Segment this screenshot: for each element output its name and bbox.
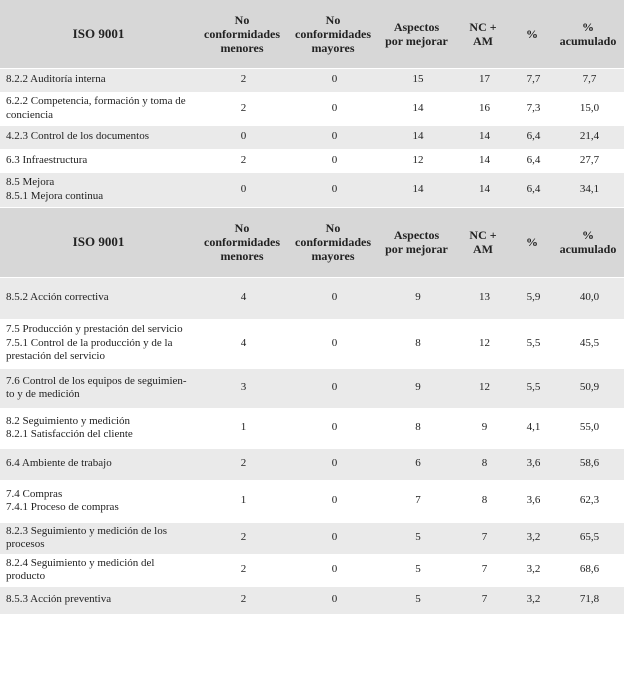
cell-percent: 5,5 (512, 368, 552, 408)
cell-minor-nc: 0 (197, 172, 287, 207)
cell-percent: 3,2 (512, 554, 552, 586)
cell-nc-am: 8 (454, 448, 512, 480)
cell-percent: 4,1 (512, 408, 552, 448)
cell-improvement: 9 (379, 368, 454, 408)
cell-nc-am: 7 (454, 586, 512, 614)
header-major-nc: No conformidades mayores (287, 207, 379, 277)
header-cumulative: % acumulado (552, 0, 624, 68)
clause-line: prestación del servicio (6, 350, 105, 363)
header-minor-nc: No conformidades menores (197, 207, 287, 277)
cell-cumulative: 34,1 (552, 172, 624, 207)
table-row (0, 68, 624, 92)
cell-improvement: 8 (379, 408, 454, 448)
cell-improvement: 15 (379, 68, 454, 92)
clause-line: 6.3 Infraestructura (6, 153, 88, 166)
cell-percent: 5,5 (512, 319, 552, 368)
cell-cumulative: 62,3 (552, 480, 624, 522)
cell-improvement: 5 (379, 522, 454, 554)
cell-minor-nc: 1 (197, 408, 287, 448)
cell-percent: 3,2 (512, 586, 552, 614)
clause-line: procesos (6, 538, 45, 550)
cell-minor-nc: 2 (197, 554, 287, 586)
cell-major-nc: 0 (287, 125, 379, 149)
cell-percent: 3,6 (512, 448, 552, 480)
cell-minor-nc: 1 (197, 480, 287, 522)
cell-clause (0, 277, 197, 319)
cell-improvement: 7 (379, 480, 454, 522)
cell-minor-nc: 2 (197, 522, 287, 554)
cell-cumulative: 71,8 (552, 586, 624, 614)
cell-cumulative: 58,6 (552, 448, 624, 480)
clause-line: producto (6, 570, 46, 582)
cell-major-nc: 0 (287, 586, 379, 614)
header-improvement: Aspectos por mejorar (379, 207, 454, 277)
header-iso: ISO 9001 (0, 207, 197, 277)
clause-line: 6.2.2 Competencia, formación y toma de (6, 95, 186, 107)
header-cumulative: % acumulado (552, 207, 624, 277)
header-percent: % (512, 0, 552, 68)
table-header-row-repeat (0, 207, 624, 277)
clause-line: 8.2.4 Seguimiento y medición del (6, 556, 155, 569)
cell-improvement: 12 (379, 149, 454, 172)
cell-minor-nc: 3 (197, 368, 287, 408)
cell-major-nc: 0 (287, 480, 379, 522)
cell-major-nc: 0 (287, 149, 379, 172)
cell-nc-am: 14 (454, 149, 512, 172)
cell-clause (0, 448, 197, 480)
clause-line: 4.2.3 Control de los documentos (6, 130, 149, 143)
cell-improvement: 8 (379, 319, 454, 368)
cell-major-nc: 0 (287, 448, 379, 480)
cell-cumulative: 7,7 (552, 68, 624, 92)
cell-cumulative: 21,4 (552, 125, 624, 149)
cell-clause (0, 319, 197, 368)
header-nc-am: NC + AM (454, 0, 512, 68)
cell-major-nc: 0 (287, 68, 379, 92)
table-row (0, 480, 624, 522)
clause-line: 7.5 Producción y prestación del servicio (6, 323, 183, 336)
table-row (0, 408, 624, 448)
cell-nc-am: 17 (454, 68, 512, 92)
cell-minor-nc: 4 (197, 277, 287, 319)
clause-line: 8.2.2 Auditoría interna (6, 73, 106, 86)
clause-line: 8.5 Mejora (6, 176, 55, 188)
clause-line: 8.2 Seguimiento y medición (6, 414, 131, 427)
cell-nc-am: 13 (454, 277, 512, 319)
cell-clause (0, 172, 197, 207)
cell-nc-am: 9 (454, 408, 512, 448)
cell-cumulative: 40,0 (552, 277, 624, 319)
cell-percent: 3,2 (512, 522, 552, 554)
cell-improvement: 14 (379, 172, 454, 207)
clause-line: 7.5.1 Control de la producción y de la (6, 336, 173, 349)
cell-improvement: 5 (379, 554, 454, 586)
cell-improvement: 5 (379, 586, 454, 614)
cell-cumulative: 65,5 (552, 522, 624, 554)
cell-percent: 7,7 (512, 68, 552, 92)
cell-clause (0, 125, 197, 149)
cell-nc-am: 7 (454, 554, 512, 586)
cell-nc-am: 12 (454, 319, 512, 368)
cell-clause (0, 92, 197, 125)
cell-major-nc: 0 (287, 92, 379, 125)
clause-line: to y de medición (6, 388, 80, 400)
cell-cumulative: 15,0 (552, 92, 624, 125)
cell-nc-am: 7 (454, 522, 512, 554)
cell-clause (0, 554, 197, 586)
cell-cumulative: 27,7 (552, 149, 624, 172)
cell-nc-am: 16 (454, 92, 512, 125)
cell-clause (0, 408, 197, 448)
cell-percent: 6,4 (512, 125, 552, 149)
clause-line: 7.6 Control de los equipos de seguimien- (6, 374, 187, 387)
cell-major-nc: 0 (287, 172, 379, 207)
table-row (0, 92, 624, 125)
cell-major-nc: 0 (287, 408, 379, 448)
header-nc-am: NC + AM (454, 207, 512, 277)
header-major-nc: No conformidades mayores (287, 0, 379, 68)
clause-line: conciencia (6, 108, 54, 121)
table-row (0, 149, 624, 172)
cell-major-nc: 0 (287, 554, 379, 586)
clause-line: 8.2.3 Seguimiento y medición de los (6, 524, 168, 537)
cell-minor-nc: 4 (197, 319, 287, 368)
table-row (0, 586, 624, 614)
table-row (0, 172, 624, 207)
cell-cumulative: 45,5 (552, 319, 624, 368)
cell-percent: 5,9 (512, 277, 552, 319)
cell-nc-am: 14 (454, 172, 512, 207)
cell-improvement: 14 (379, 125, 454, 149)
cell-minor-nc: 2 (197, 448, 287, 480)
cell-major-nc: 0 (287, 277, 379, 319)
header-percent: % (512, 207, 552, 277)
table-row (0, 368, 624, 408)
table-row (0, 448, 624, 480)
clause-line: 8.5.2 Acción correctiva (6, 291, 109, 304)
cell-nc-am: 8 (454, 480, 512, 522)
cell-cumulative: 55,0 (552, 408, 624, 448)
cell-clause (0, 586, 197, 614)
cell-minor-nc: 2 (197, 92, 287, 125)
cell-cumulative: 68,6 (552, 554, 624, 586)
cell-nc-am: 14 (454, 125, 512, 149)
cell-improvement: 9 (379, 277, 454, 319)
cell-major-nc: 0 (287, 368, 379, 408)
clause-line: 8.5.3 Acción preventiva (6, 593, 112, 606)
clause-line: 7.4.1 Proceso de compras (6, 501, 119, 513)
cell-clause (0, 522, 197, 554)
cell-major-nc: 0 (287, 319, 379, 368)
cell-nc-am: 12 (454, 368, 512, 408)
cell-percent: 3,6 (512, 480, 552, 522)
cell-clause (0, 149, 197, 172)
cell-minor-nc: 0 (197, 125, 287, 149)
cell-percent: 6,4 (512, 149, 552, 172)
cell-major-nc: 0 (287, 522, 379, 554)
cell-percent: 7,3 (512, 92, 552, 125)
table-row (0, 277, 624, 319)
cell-improvement: 6 (379, 448, 454, 480)
cell-minor-nc: 2 (197, 586, 287, 614)
cell-clause (0, 480, 197, 522)
cell-clause (0, 368, 197, 408)
cell-minor-nc: 2 (197, 68, 287, 92)
clause-line: 7.4 Compras (6, 487, 63, 500)
cell-improvement: 14 (379, 92, 454, 125)
cell-clause (0, 68, 197, 92)
header-iso: ISO 9001 (0, 0, 197, 68)
table-row (0, 554, 624, 586)
clause-line: 8.5.1 Mejora continua (6, 189, 104, 202)
table-row (0, 319, 624, 368)
header-minor-nc: No conformidades menores (197, 0, 287, 68)
table-row (0, 125, 624, 149)
table-header-row (0, 0, 624, 68)
clause-line: 8.2.1 Satisfacción del cliente (6, 428, 133, 440)
header-improvement: Aspectos por mejorar (379, 0, 454, 68)
clause-line: 6.4 Ambiente de trabajo (6, 457, 112, 470)
cell-percent: 6,4 (512, 172, 552, 207)
table-row (0, 522, 624, 554)
cell-minor-nc: 2 (197, 149, 287, 172)
cell-cumulative: 50,9 (552, 368, 624, 408)
